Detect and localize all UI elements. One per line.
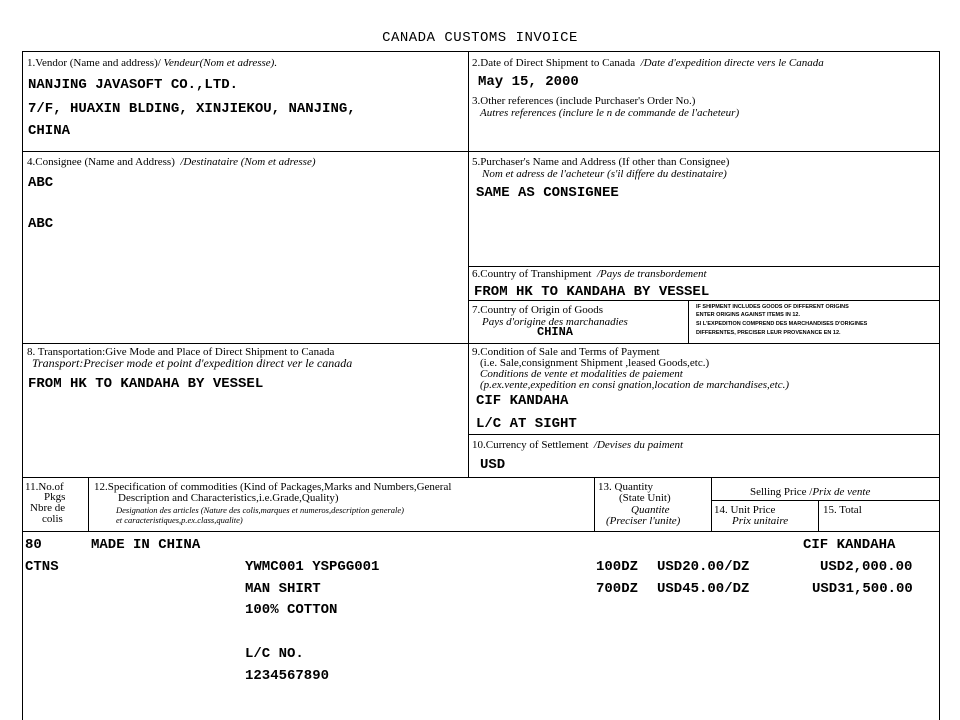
center-divider xyxy=(468,51,469,478)
header-spec-fr-1: Designation des articles (Nature des colis,marques et numeros,description generale) xyxy=(116,505,405,515)
frame-top-line xyxy=(22,51,940,52)
conditions-label: 9.Condition of Sale and Terms of Payment xyxy=(472,346,660,358)
item-terms: CIF KANDAHA xyxy=(803,537,896,553)
header-unit-price: 14. Unit Price xyxy=(714,504,776,516)
item-pkgs-count: 80 xyxy=(25,537,42,553)
currency-value: USD xyxy=(480,457,506,473)
transportation-label-fr: Transport:Preciser mode et point d'expedition direct ver le canada xyxy=(32,356,353,370)
table-top-line xyxy=(22,477,940,478)
transhipment-value: FROM HK TO KANDAHA BY VESSEL xyxy=(474,284,710,300)
col-divider-spec xyxy=(594,477,595,531)
table-header-bottom xyxy=(22,531,940,532)
header-spec-2: Description and Characteristics,i.e.Grade,Quality) xyxy=(118,492,339,504)
purchaser-value: SAME AS CONSIGNEE xyxy=(476,185,619,201)
row-divider-1 xyxy=(22,151,940,152)
purchaser-label: 5.Purchaser's Name and Address (If other than Consignee) xyxy=(472,156,730,168)
header-pkgs-2: Pkgs xyxy=(44,491,66,503)
row-2-total: USD31,500.00 xyxy=(812,581,913,597)
header-qty-1: 13. Quantity xyxy=(598,481,653,493)
vendor-line-2: 7/F, HUAXIN BLDING, XINJIEKOU, NANJING, xyxy=(28,101,356,117)
other-refs-label: 3.Other references (include Purchaser's Order No.) xyxy=(472,95,696,107)
header-qty-fr-1: Quantite xyxy=(631,504,670,516)
header-unit-price-fr: Prix unitaire xyxy=(732,515,789,527)
item-desc-4: L/C NO. xyxy=(245,646,304,662)
header-spec-fr-2: et caracteristiques,p.ex.class,qualite) xyxy=(116,515,243,525)
col-divider-unit xyxy=(818,500,819,531)
purchaser-label-fr: Nom et adress de l'acheteur (s'il differe du destinataire) xyxy=(482,168,727,180)
transportation-value: FROM HK TO KANDAHA BY VESSEL xyxy=(28,376,264,392)
consignee-label: 4.Consignee (Name and Address) /Destinataire (Nom et adresse) xyxy=(27,156,316,168)
item-desc-3: 100% COTTON xyxy=(245,602,338,618)
consignee-line-1: ABC xyxy=(28,175,54,191)
row-divider-6 xyxy=(468,266,940,267)
header-selling: Selling Price /Prix de vente xyxy=(750,486,871,498)
origin-value: CHINA xyxy=(537,325,574,339)
origin-label-fr: Pays d'origine des marchanadies xyxy=(482,316,628,328)
row-1-unit-price: USD20.00/DZ xyxy=(657,559,750,575)
item-pkgs-unit: CTNS xyxy=(25,559,59,575)
origin-label: 7.Country of Origin of Goods xyxy=(472,304,604,316)
page-title: CANADA CUSTOMS INVOICE xyxy=(382,30,578,46)
header-pkgs-4: colis xyxy=(42,513,63,525)
header-total: 15. Total xyxy=(823,504,862,516)
origin-note-2: ENTER ORIGINS AGAINST ITEMS IN 12. xyxy=(696,312,801,318)
currency-label: 10.Currency of Settlement /Devises du paiment xyxy=(472,439,684,451)
origin-note-divider xyxy=(688,300,689,343)
row-1-total: USD2,000.00 xyxy=(820,559,913,575)
row-1-qty: 100DZ xyxy=(596,559,639,575)
row-2-qty: 700DZ xyxy=(596,581,639,597)
header-pkgs-3: Nbre de xyxy=(30,502,66,514)
row-divider-8 xyxy=(22,343,940,344)
vendor-label: 1.Vendor (Name and address)/ Vendeur(Nom et adresse). xyxy=(27,57,278,69)
header-pkgs-1: 11.No.of xyxy=(25,481,64,493)
vendor-line-3: CHINA xyxy=(28,123,71,139)
row-divider-10 xyxy=(468,434,940,435)
col-divider-qty xyxy=(711,477,712,531)
origin-note-4: DIFFERENTES, PRECISER LEUR PROVENANCE EN 12. xyxy=(696,330,841,336)
item-desc-1: YWMC001 YSPGG001 xyxy=(245,559,380,575)
conditions-line-2: L/C AT SIGHT xyxy=(476,416,577,432)
conditions-label-2: (i.e. Sale,consignment Shipment ,leased Goods,etc.) xyxy=(480,357,710,369)
col-divider-pkgs xyxy=(88,477,89,531)
header-qty-fr-2: (Preciser l'unite) xyxy=(606,515,681,527)
row-2-unit-price: USD45.00/DZ xyxy=(657,581,750,597)
item-desc-2: MAN SHIRT xyxy=(245,581,321,597)
consignee-line-2: ABC xyxy=(28,216,54,232)
item-desc-5: 1234567890 xyxy=(245,668,330,684)
origin-note-3: SI L'EXPEDITION COMPREND DES MARCHANDISES D'ORIGINES xyxy=(696,321,868,327)
vendor-line-1: NANJING JAVASOFT CO.,LTD. xyxy=(28,77,239,93)
header-spec-1: 12.Specification of commodities (Kind of Packages,Marks and Numbers,General xyxy=(94,481,452,493)
transhipment-label: 6.Country of Transhipment /Pays de transbordement xyxy=(472,268,707,280)
origin-note-1: IF SHIPMENT INCLUDES GOODS OF DIFFERENT ORIGINS xyxy=(696,304,849,310)
header-qty-2: (State Unit) xyxy=(619,492,671,504)
transportation-label: 8. Transportation:Give Mode and Place of Direct Shipment to Canada xyxy=(27,346,335,358)
item-made-in: MADE IN CHINA xyxy=(91,537,201,553)
date-value: May 15, 2000 xyxy=(478,74,579,90)
other-refs-label-fr: Autres references (inclure le n de commande de l'acheteur) xyxy=(480,107,740,119)
conditions-label-fr: Conditions de vente et modalities de paiement xyxy=(480,368,683,380)
conditions-line-1: CIF KANDAHA xyxy=(476,393,569,409)
selling-divider xyxy=(711,500,940,501)
date-label: 2.Date of Direct Shipment to Canada /Date d'expedition directe vers le Canada xyxy=(472,57,824,69)
conditions-label-fr-2: (p.ex.vente,expedition en consi gnation,location de marchandises,etc.) xyxy=(480,379,790,391)
